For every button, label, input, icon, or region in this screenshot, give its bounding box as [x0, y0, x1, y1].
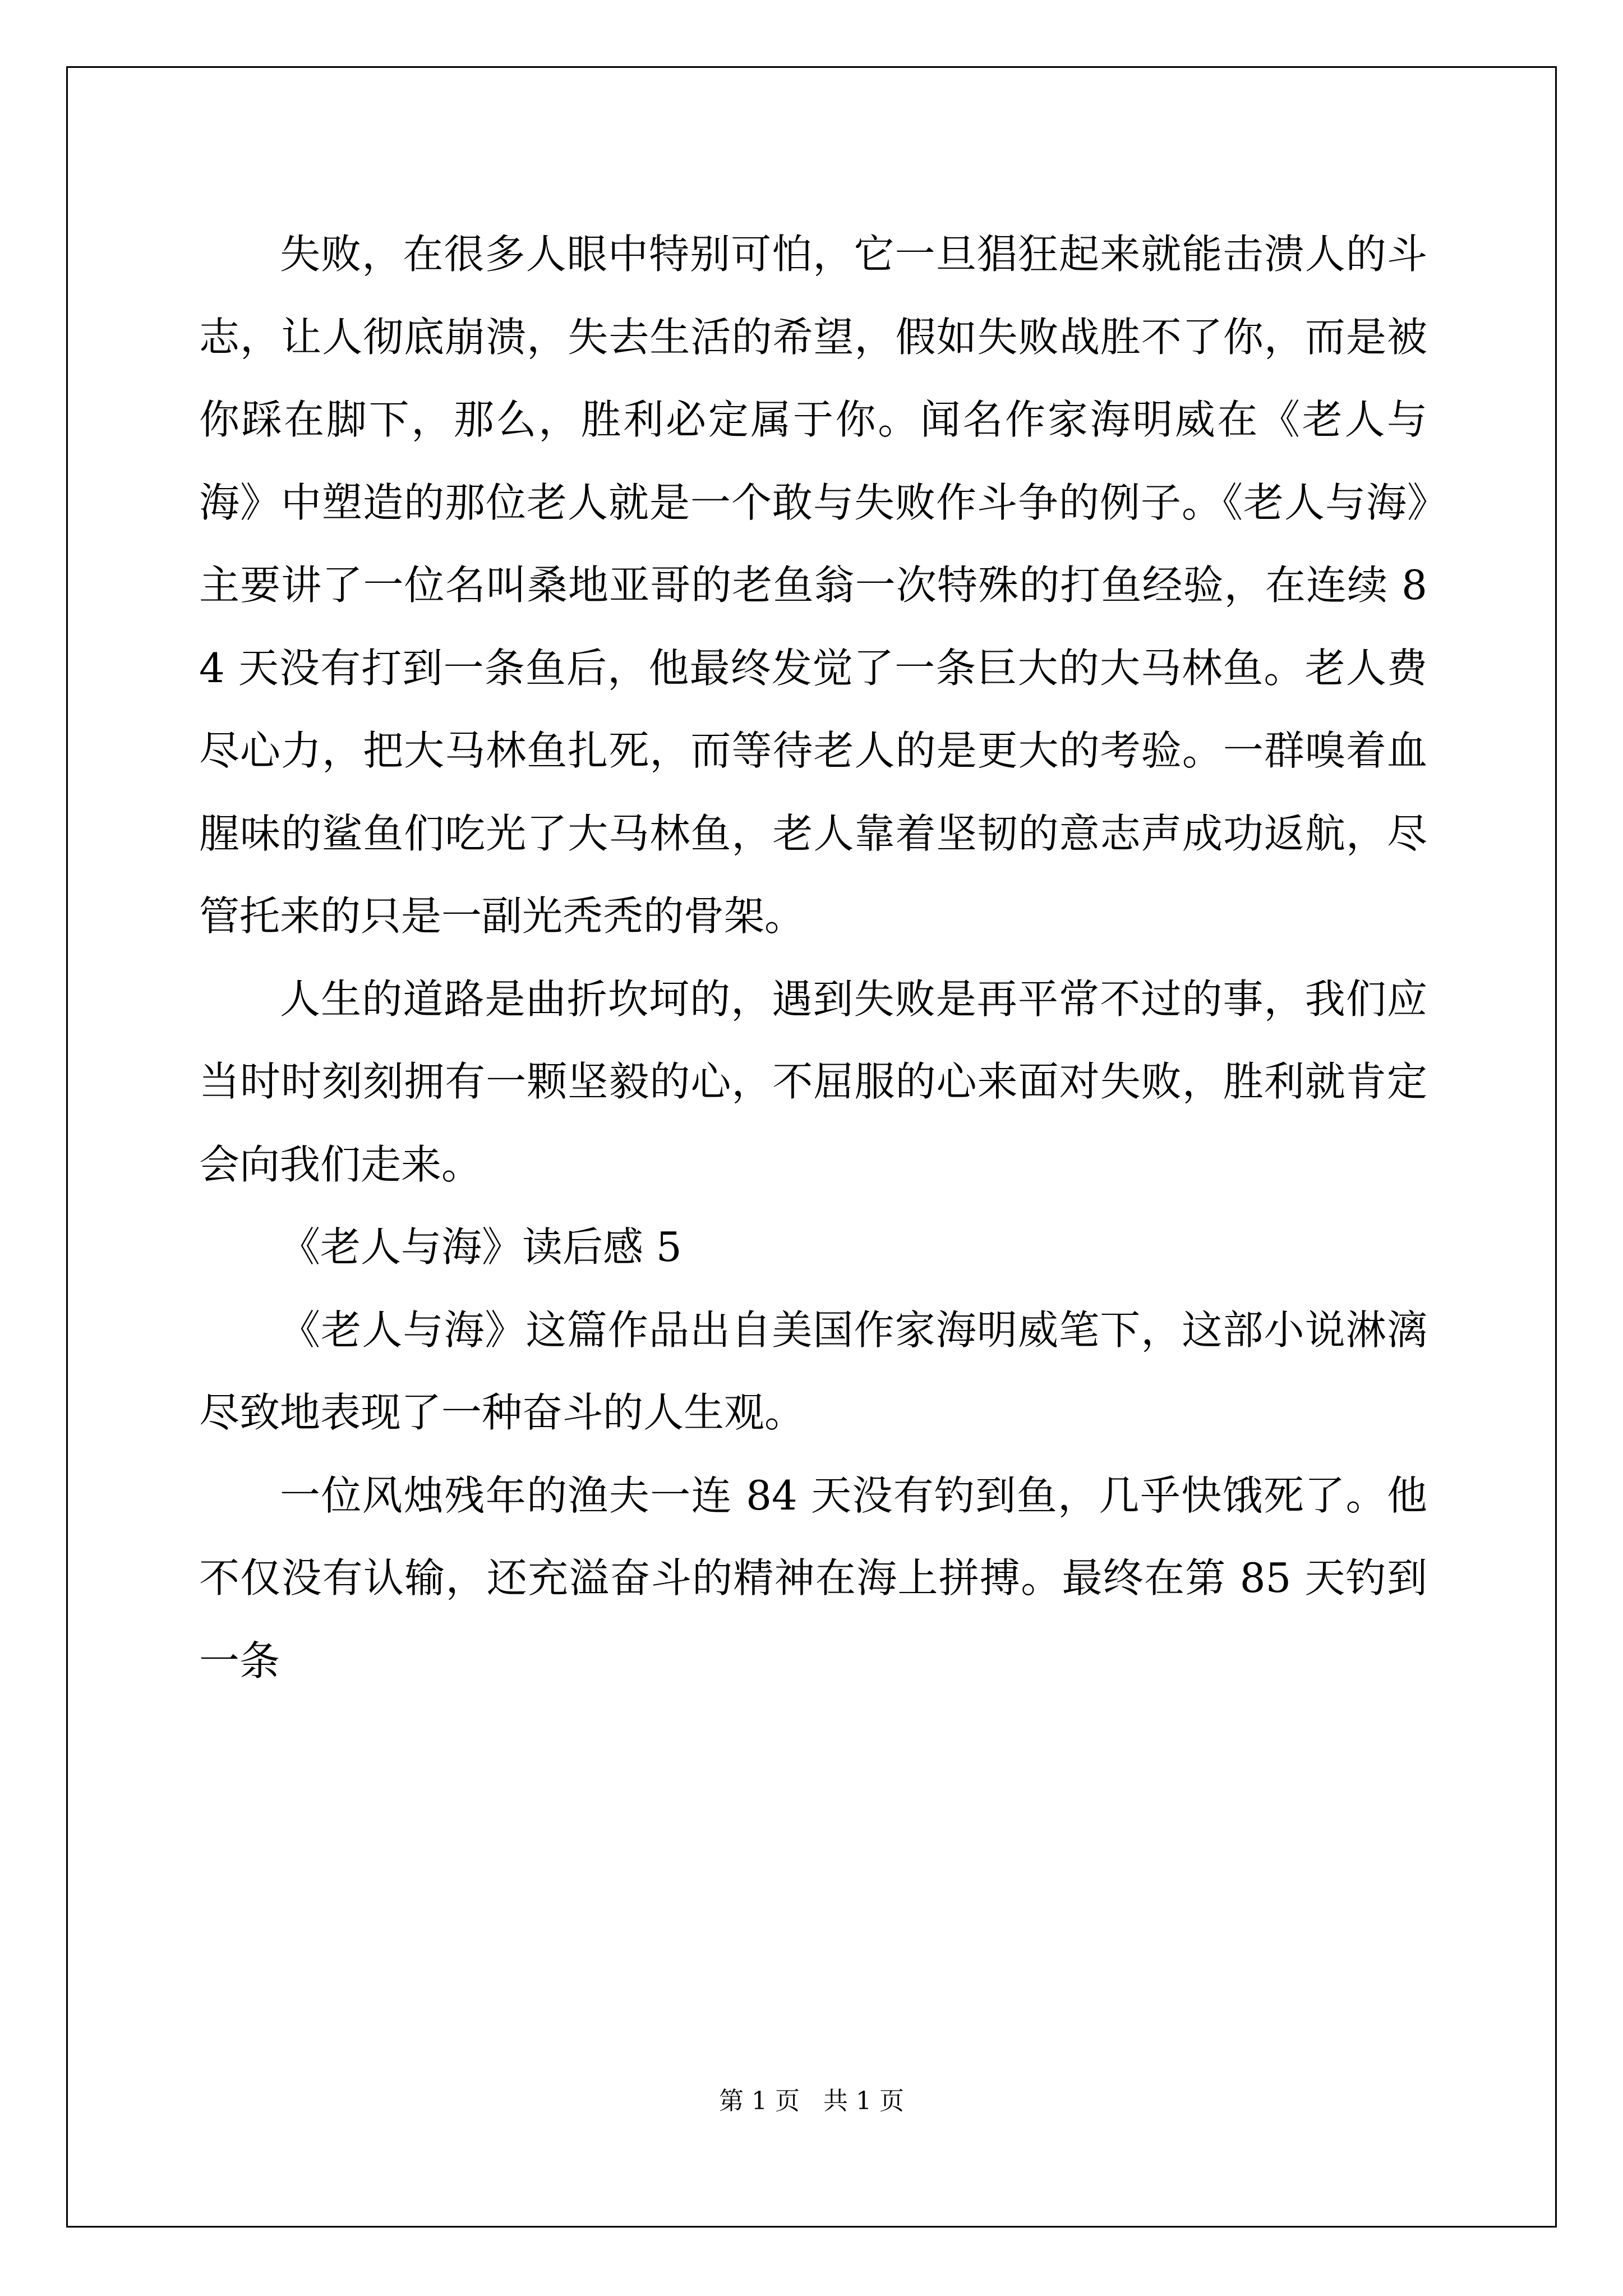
paragraph-intro: 《老人与海》这篇作品出自美国作家海明威笔下，这部小说淋漓尽致地表现了一种奋斗的人生观。 — [199, 1306, 1427, 1436]
page-total: 共 1 页 — [823, 2087, 904, 2115]
document-body — [199, 213, 1427, 1703]
section-heading: 《老人与海》读后感 5 — [280, 1223, 682, 1271]
page-number: 第 1 页 — [719, 2087, 800, 2115]
page-footer — [0, 2085, 1623, 2118]
paragraph-failure: 失败，在很多人眼中特别可怕，它一旦猖狂起来就能击溃人的斗志，让人彻底崩溃，失去生活的希望，假如失败战胜不了你，而是被你踩在脚下，那么，胜利必定属于你。闻名作家海明威在《老人与海》中塑造的那位老人就是一个敢与失败作斗争的例子。《老人与海》主要讲了一位名叫桑地亚哥的老鱼翁一次特殊的打鱼经验，在连续 84 天没有打到一条鱼后，他最终发觉了一条巨大的大马林鱼。老人费尽心力，把大马林鱼扎死，而等待老人的是更大的考验。一群嗅着血腥味的鲨鱼们吃光了大马林鱼，老人靠着坚韧的意志声成功返航，尽管托来的只是一副光秃秃的骨架。 — [199, 231, 1427, 940]
paragraph-life-road: 人生的道路是曲折坎坷的，遇到失败是再平常不过的事，我们应当时时刻刻拥有一颗坚毅的心，不屈服的心来面对失败，胜利就肯定会向我们走来。 — [199, 975, 1427, 1188]
paragraph-fisherman: 一位风烛残年的渔夫一连 84 天没有钓到鱼，几乎快饿死了。他不仅没有认输，还充溢奋斗的精神在海上拼搏。最终在第 85 天钓到一条 — [199, 1471, 1427, 1685]
